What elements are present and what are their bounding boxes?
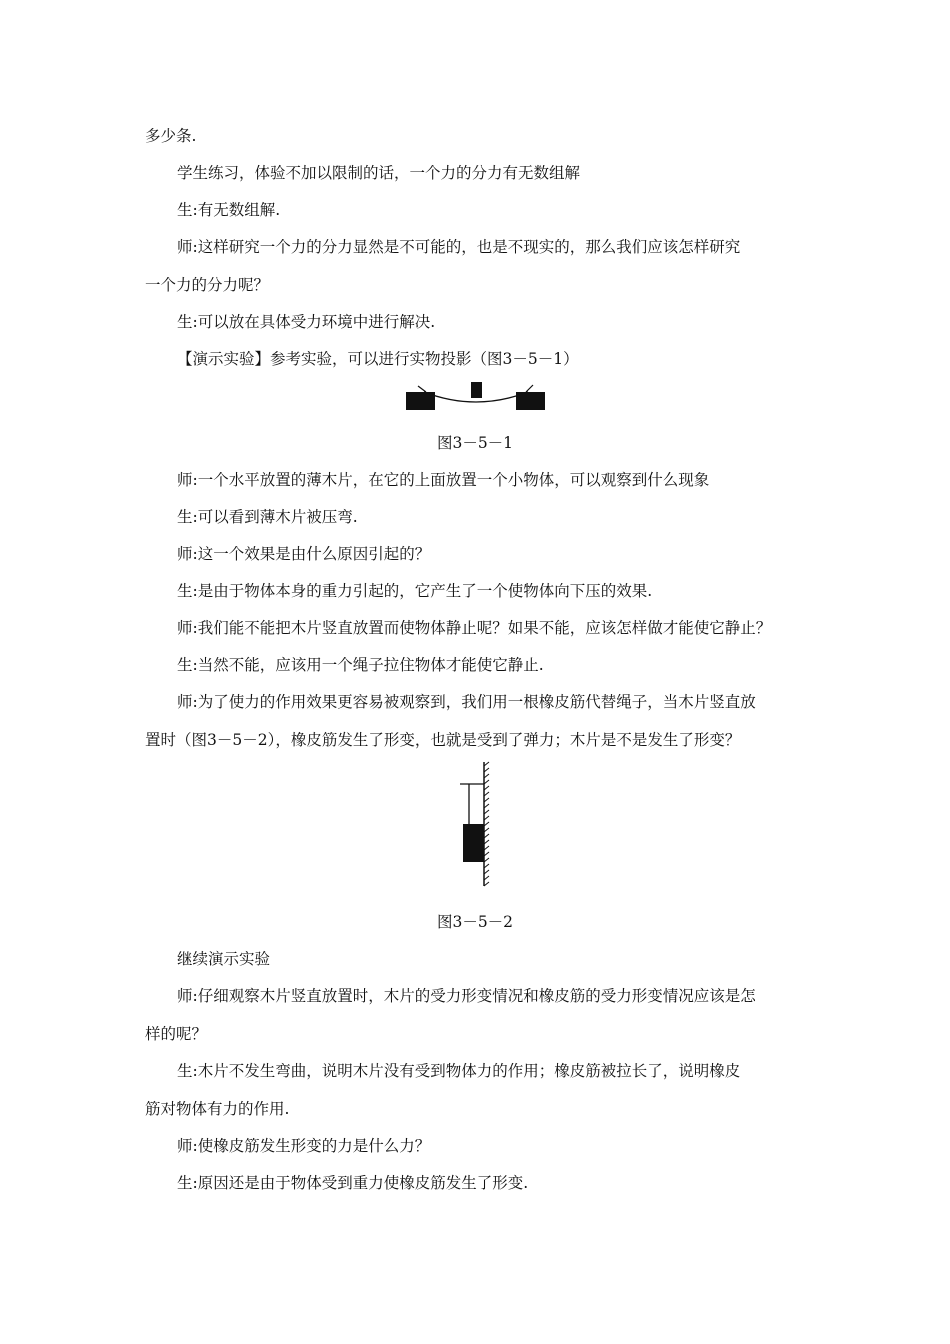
text-line: 生:有无数组解. <box>177 201 281 219</box>
text-line: 生:可以看到薄木片被压弯. <box>177 508 358 526</box>
text-line: 一个力的分力呢？ <box>145 276 270 294</box>
board-edge-left <box>418 386 426 392</box>
text-line: 生:可以放在具体受力环境中进行解决. <box>177 313 436 331</box>
text-line: 筋对物体有力的作用. <box>145 1100 290 1118</box>
text-line: 置时（图3－5－2），橡皮筋发生了形变，也就是受到了弹力；木片是不是发生了形变？ <box>145 731 741 749</box>
text-line: 生:木片不发生弯曲，说明木片没有受到物体力的作用；橡皮筋被拉长了，说明橡皮 <box>177 1062 741 1080</box>
text-line: 多少条. <box>145 127 197 145</box>
text-line: 师:使橡皮筋发生形变的力是什么力？ <box>177 1137 431 1155</box>
figure-caption: 图3－5－2 <box>436 913 514 931</box>
text-line: 样的呢？ <box>145 1025 208 1043</box>
text-line: 【演示实验】参考实验，可以进行实物投影（图3－5－1） <box>177 350 579 368</box>
hanging-object-block <box>463 824 484 862</box>
text-line: 师:这一个效果是由什么原因引起的？ <box>177 545 431 563</box>
text-line: 生:是由于物体本身的重力引起的，它产生了一个使物体向下压的效果. <box>177 582 653 600</box>
text-line: 生:当然不能，应该用一个绳子拉住物体才能使它静止. <box>177 656 544 674</box>
small-object-block <box>471 382 482 398</box>
figure-vertical-board <box>450 760 500 890</box>
text-line: 师:这样研究一个力的分力显然是不可能的，也是不现实的，那么我们应该怎样研究 <box>177 238 741 256</box>
text-line: 师:仔细观察木片竖直放置时，木片的受力形变情况和橡皮筋的受力形变情况应该是怎 <box>177 987 756 1005</box>
figure-caption: 图3－5－1 <box>436 434 514 452</box>
text-line: 生:原因还是由于物体受到重力使橡皮筋发生了形变. <box>177 1174 529 1192</box>
text-line: 学生练习，体验不加以限制的话，一个力的分力有无数组解 <box>177 164 581 182</box>
text-line: 继续演示实验 <box>177 950 271 968</box>
text-line: 师:我们能不能把木片竖直放置而使物体静止呢？如果不能，应该怎样做才能使它静止？ <box>177 619 772 637</box>
figure-bent-board <box>400 378 550 414</box>
text-line: 师:为了使力的作用效果更容易被观察到，我们用一根橡皮筋代替绳子，当木片竖直放 <box>177 693 756 711</box>
board-edge-right <box>526 385 533 392</box>
text-line: 师:一个水平放置的薄木片，在它的上面放置一个小物体，可以观察到什么现象 <box>177 471 710 489</box>
